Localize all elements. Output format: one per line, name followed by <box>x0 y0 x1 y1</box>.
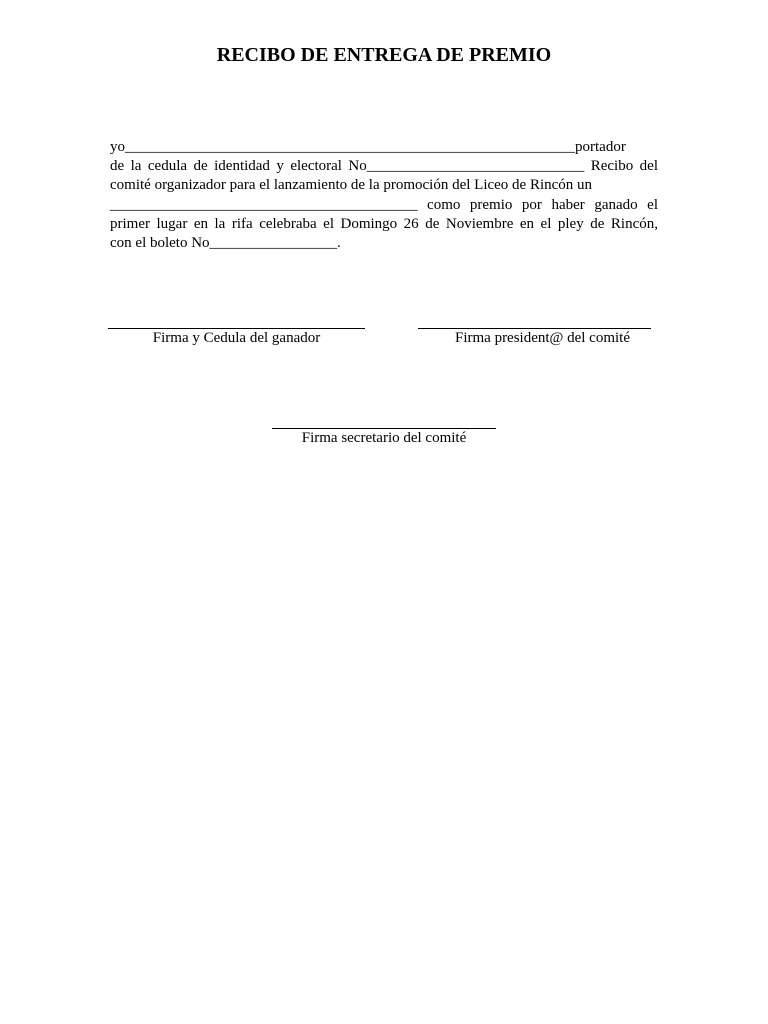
body-line: de la cedula de identidad y electoral No_____________________________ Recibo del <box>110 158 658 175</box>
body-line: yo____________________________________________________________portador <box>110 139 626 155</box>
president-signature-label: Firma president@ del comité <box>454 330 631 346</box>
body-line: _________________________________________ como premio por haber ganado el <box>110 196 658 213</box>
document-title: RECIBO DE ENTREGA DE PREMIO <box>216 44 552 66</box>
secretary-signature-label: Firma secretario del comité <box>301 430 467 446</box>
body-line: comité organizador para el lanzamiento de la promoción del Liceo de Rincón un <box>110 177 593 194</box>
receipt-body <box>110 138 658 253</box>
body-line: con el boleto No_________________. <box>110 235 341 252</box>
body-line: primer lugar en la rifa celebraba el Domingo 26 de Noviembre en el pley de Rincón, <box>110 215 658 232</box>
winner-signature-label: Firma y Cedula del ganador <box>152 330 321 346</box>
